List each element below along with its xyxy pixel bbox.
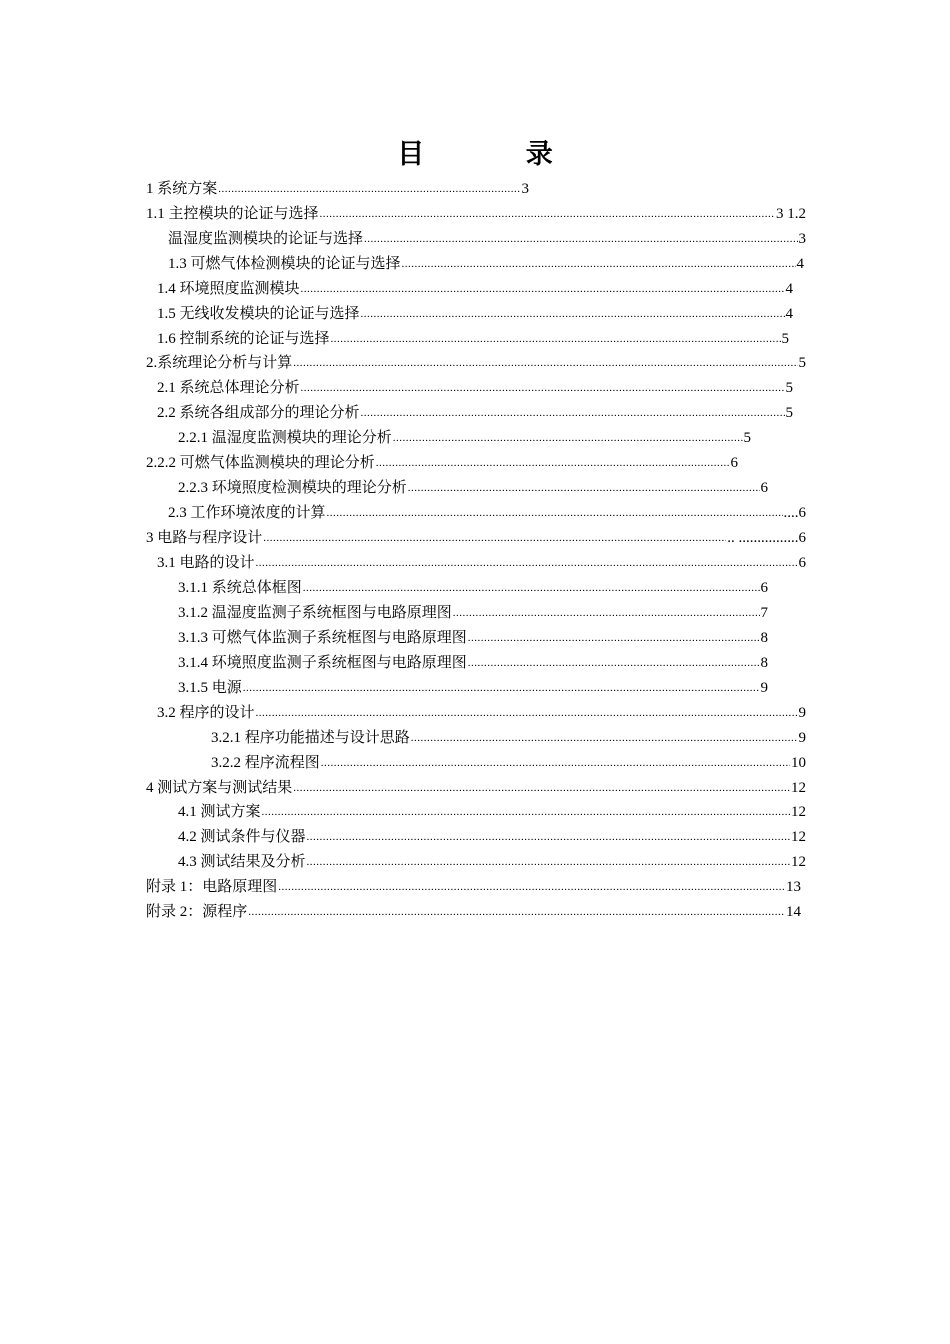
dot-leader [293, 781, 790, 796]
dot-leader [263, 531, 726, 546]
toc-entry[interactable] [211, 752, 806, 774]
toc-entry-page-number: 9 [798, 705, 806, 721]
toc-entry-label: 1.4 环境照度监测模块 [157, 281, 300, 297]
dot-leader [307, 855, 790, 870]
toc-entry-label: 1 系统方案 [146, 181, 218, 197]
toc-entry-page-number: 3 1.2 [776, 206, 806, 222]
toc-entry-page-number: 7 [760, 605, 768, 621]
toc-entry-label: 3.1.3 可燃气体监测子系统框图与电路原理图 [178, 630, 467, 646]
dot-leader [320, 207, 775, 222]
dot-leader [301, 282, 785, 297]
toc-entry-page-number: 13 [786, 879, 801, 895]
toc-entry-page-number: 10 [791, 755, 806, 771]
dot-leader [376, 456, 730, 471]
dot-leader [453, 606, 760, 621]
toc-entry-page-number: .. ................6 [727, 530, 806, 546]
toc-entry-page-number: 9 [798, 730, 806, 746]
toc-entry-label: 1.3 可燃气体检测模块的论证与选择 [168, 256, 401, 272]
toc-entry-label: 3.1.4 环境照度监测子系统框图与电路原理图 [178, 655, 467, 671]
toc-entry-page-number: 4 [785, 306, 793, 322]
toc-entry-label: 2.2.2 可燃气体监测模块的理论分析 [146, 455, 375, 471]
toc-entry-label: 3.2.2 程序流程图 [211, 755, 320, 771]
toc-entry-page-number: 5 [785, 380, 793, 396]
toc-entry[interactable] [146, 352, 806, 374]
dot-leader [256, 556, 798, 571]
toc-entry[interactable] [178, 427, 751, 449]
toc-entry-label: 3.2 程序的设计 [157, 705, 255, 721]
toc-entry-page-number: 12 [791, 804, 806, 820]
toc-entry-label: 温湿度监测模块的论证与选择 [168, 231, 364, 247]
toc-entry[interactable] [146, 452, 738, 474]
toc-entry-label: 4.2 测试条件与仪器 [178, 829, 306, 845]
toc-entry-page-number: 6 [760, 580, 768, 596]
dot-leader [256, 706, 798, 721]
toc-entry[interactable] [178, 826, 806, 848]
dot-leader [361, 307, 785, 322]
toc-entry-page-number: 3 [521, 181, 529, 197]
toc-entry-label: 4.1 测试方案 [178, 804, 261, 820]
toc-entry-page-number: 8 [760, 655, 768, 671]
toc-title: 目 录 [397, 139, 599, 170]
toc-entry-label: 3.1.5 电源 [178, 680, 242, 696]
toc-entry[interactable] [178, 577, 768, 599]
dot-leader [278, 880, 785, 895]
toc-entry-page-number: 6 [730, 455, 738, 471]
toc-entry-label: 2.2.3 环境照度检测模块的理论分析 [178, 480, 407, 496]
toc-entry-page-number: 5 [743, 430, 751, 446]
toc-entry[interactable] [146, 203, 806, 225]
toc-entry-label: 附录 2：源程序 [146, 904, 248, 920]
dot-leader [293, 356, 797, 371]
toc-entry[interactable] [146, 777, 806, 799]
toc-entry[interactable] [178, 801, 806, 823]
toc-entry-page-number: 8 [760, 630, 768, 646]
toc-entry[interactable] [157, 377, 793, 399]
toc-entry-label: 附录 1：电路原理图 [146, 879, 278, 895]
toc-entry-page-number: 12 [791, 854, 806, 870]
toc-entry[interactable] [146, 178, 529, 200]
dot-leader [243, 681, 760, 696]
dot-leader [327, 506, 783, 521]
toc-entry-page-number: 5 [785, 405, 793, 421]
dot-leader [321, 756, 790, 771]
toc-entry-label: 2.1 系统总体理论分析 [157, 380, 300, 396]
toc-entry-label: 4 测试方案与测试结果 [146, 780, 293, 796]
dot-leader [331, 332, 781, 347]
dot-leader [248, 905, 785, 920]
toc-entry-page-number: 9 [760, 680, 768, 696]
dot-leader [361, 406, 785, 421]
toc-entry[interactable] [168, 502, 806, 524]
toc-entry-page-number: 4 [785, 281, 793, 297]
toc-entry-label: 2.2 系统各组成部分的理论分析 [157, 405, 360, 421]
toc-entry-label: 1.5 无线收发模块的论证与选择 [157, 306, 360, 322]
dot-leader [468, 631, 760, 646]
dot-leader [408, 481, 760, 496]
toc-entry[interactable] [157, 278, 793, 300]
toc-entry[interactable] [146, 901, 801, 923]
toc-entry-label: 2.系统理论分析与计算 [146, 355, 293, 371]
dot-leader [411, 731, 798, 746]
toc-entry[interactable] [168, 228, 806, 250]
dot-leader [364, 232, 797, 247]
toc-entry-label: 1.1 主控模块的论证与选择 [146, 206, 319, 222]
toc-entry[interactable] [178, 627, 768, 649]
toc-entry-page-number: 12 [791, 829, 806, 845]
toc-entry-page-number: 6 [798, 555, 806, 571]
toc-entry-label: 3.2.1 程序功能描述与设计思路 [211, 730, 410, 746]
dot-leader [468, 656, 760, 671]
toc-entry-label: 1.6 控制系统的论证与选择 [157, 331, 330, 347]
toc-entry-page-number: 5 [781, 331, 789, 347]
dot-leader [262, 805, 790, 820]
toc-entry[interactable] [146, 876, 801, 898]
toc-entry[interactable] [178, 851, 806, 873]
toc-entry-page-number: 3 [798, 231, 806, 247]
dot-leader [307, 830, 790, 845]
dot-leader [218, 182, 520, 197]
toc-entry-label: 3.1 电路的设计 [157, 555, 255, 571]
toc-entry-page-number: 5 [798, 355, 806, 371]
toc-entry[interactable] [157, 303, 793, 325]
toc-entry-page-number: 12 [791, 780, 806, 796]
toc-entry[interactable] [178, 602, 768, 624]
toc-entry-label: 4.3 测试结果及分析 [178, 854, 306, 870]
toc-entry-label: 3 电路与程序设计 [146, 530, 263, 546]
toc-entry[interactable] [146, 527, 806, 549]
dot-leader [301, 381, 785, 396]
toc-entry-label: 2.2.1 温湿度监测模块的理论分析 [178, 430, 392, 446]
toc-entry[interactable] [178, 652, 768, 674]
toc-entry[interactable] [157, 328, 789, 350]
toc-entry[interactable] [157, 402, 793, 424]
toc-entry[interactable] [211, 727, 806, 749]
toc-entry-page-number: ....6 [783, 505, 806, 521]
toc-entry-label: 3.1.1 系统总体框图 [178, 580, 302, 596]
toc-entry[interactable] [178, 677, 768, 699]
dot-leader [303, 581, 760, 596]
toc-entry-label: 3.1.2 温湿度监测子系统框图与电路原理图 [178, 605, 452, 621]
toc-entry[interactable] [157, 552, 806, 574]
toc-entry[interactable] [157, 702, 806, 724]
toc-entry[interactable] [178, 477, 768, 499]
toc-entry-page-number: 4 [796, 256, 804, 272]
toc-entry-page-number: 6 [760, 480, 768, 496]
dot-leader [393, 431, 743, 446]
dot-leader [402, 257, 796, 272]
toc-entry-label: 2.3 工作环境浓度的计算 [168, 505, 326, 521]
toc-entry[interactable] [168, 253, 804, 275]
toc-entry-page-number: 14 [786, 904, 801, 920]
